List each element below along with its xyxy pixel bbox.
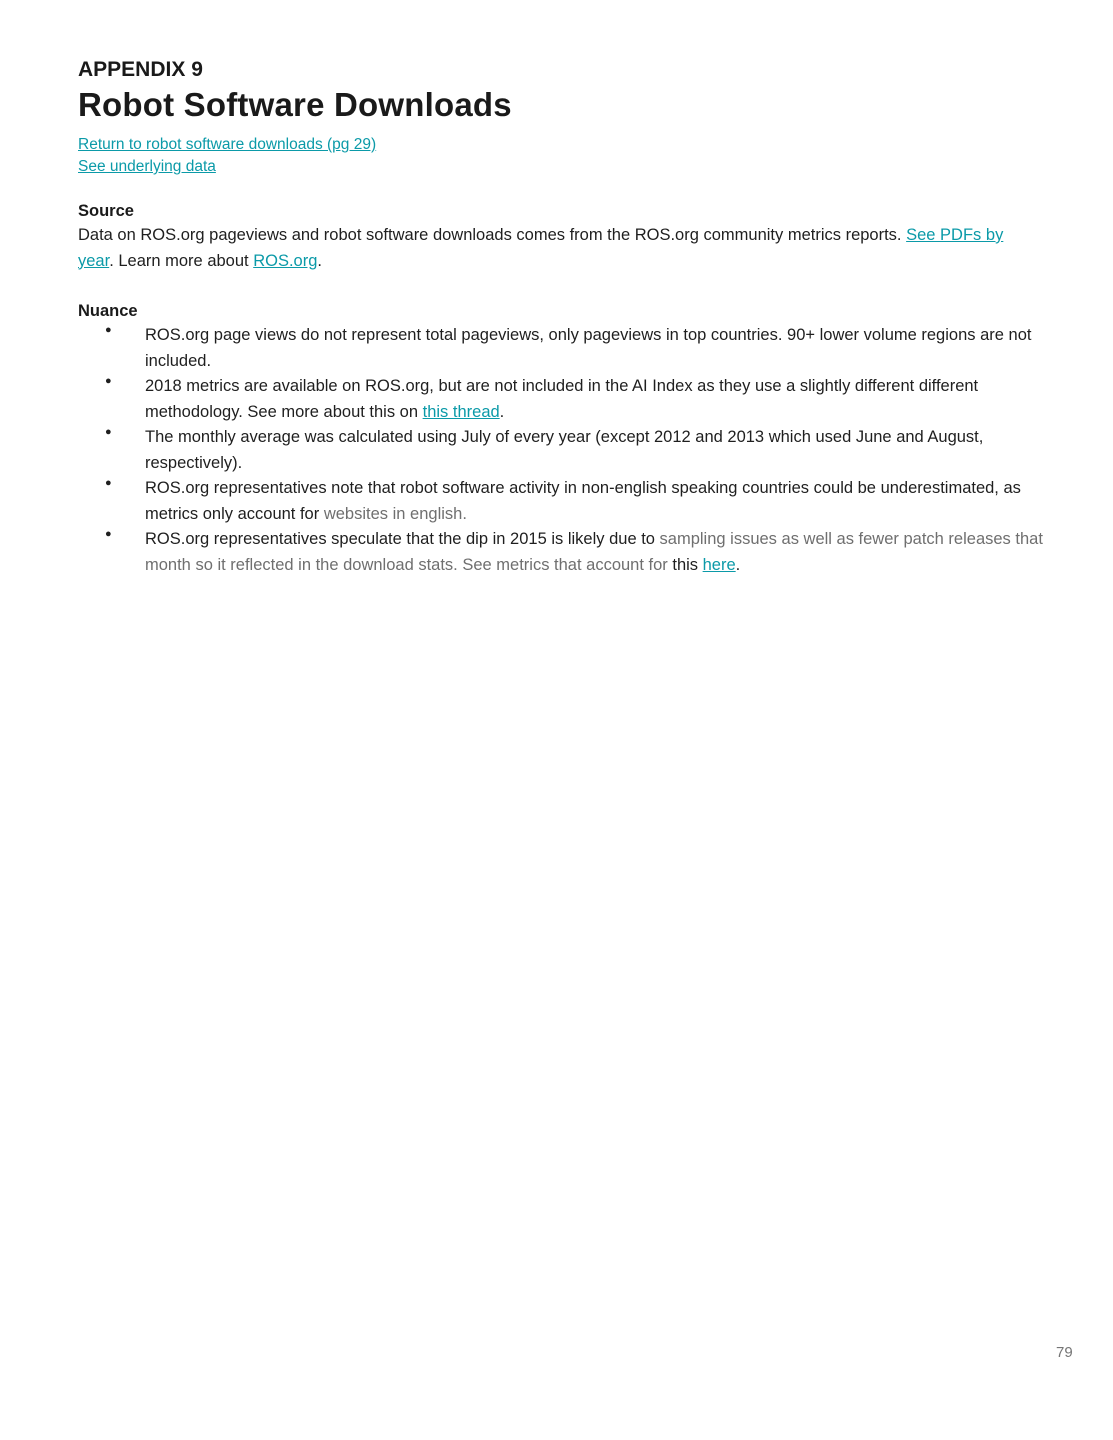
nuance-bullet-list bbox=[78, 323, 1046, 578]
text-segment: ROS.org page views do not represent total pageviews, only pageviews in top countries. 90+ lower volume regions are not included. bbox=[145, 326, 1032, 370]
text-segment: . bbox=[317, 251, 322, 270]
underlying-data-link[interactable]: See underlying data bbox=[78, 158, 216, 175]
text-segment: . bbox=[735, 555, 741, 574]
text-segment: this bbox=[672, 555, 703, 574]
nuance-heading: Nuance bbox=[78, 302, 138, 320]
inline-link[interactable]: See PDFs by year bbox=[78, 226, 1004, 270]
page-number: 79 bbox=[1056, 1344, 1073, 1361]
text-segment: websites in english. bbox=[323, 504, 467, 523]
bullet-text bbox=[145, 377, 978, 421]
inline-link[interactable]: ROS.org bbox=[253, 251, 318, 270]
text-segment: . bbox=[499, 402, 505, 421]
page-title: Robot Software Downloads bbox=[78, 86, 512, 123]
page-content bbox=[78, 58, 1046, 578]
bullet-text bbox=[145, 428, 983, 472]
bullet-text bbox=[145, 479, 1021, 523]
inline-link[interactable]: here bbox=[702, 555, 736, 574]
source-heading: Source bbox=[78, 202, 134, 220]
source-paragraph bbox=[78, 223, 1018, 274]
text-segment: ROS.org representatives note that robot software activity in non-english speaking countries could be underestimated, as metrics only account for bbox=[145, 479, 1021, 523]
list-item bbox=[78, 476, 1078, 527]
text-segment: Data on ROS.org pageviews and robot software downloads comes from the ROS.org community metrics reports. bbox=[78, 226, 907, 244]
bullet-text bbox=[145, 326, 1031, 370]
list-item bbox=[78, 374, 1078, 425]
text-segment: sampling issues as well as fewer patch releases that month so it reflected in the download stats. See metrics that account for bbox=[145, 530, 1043, 574]
inline-link[interactable]: this thread bbox=[422, 402, 500, 421]
return-link[interactable]: Return to robot software downloads (pg 29) bbox=[78, 136, 377, 153]
appendix-label: APPENDIX 9 bbox=[78, 58, 203, 81]
list-item bbox=[78, 425, 1078, 476]
top-links bbox=[78, 134, 1046, 178]
text-segment: The monthly average was calculated using July of every year (except 2012 and 2013 which used June and August, respectively). bbox=[145, 428, 984, 472]
list-item bbox=[78, 323, 1078, 374]
list-item bbox=[78, 527, 1078, 578]
text-segment: ROS.org representatives speculate that the dip in 2015 is likely due to bbox=[145, 530, 660, 548]
bullet-text bbox=[145, 530, 1043, 574]
nuance-section bbox=[78, 302, 1046, 578]
text-segment: 2018 metrics are available on ROS.org, but are not included in the AI Index as they use a slightly different different methodology. See more about this on bbox=[145, 377, 979, 421]
text-segment: . Learn more about bbox=[109, 251, 254, 270]
